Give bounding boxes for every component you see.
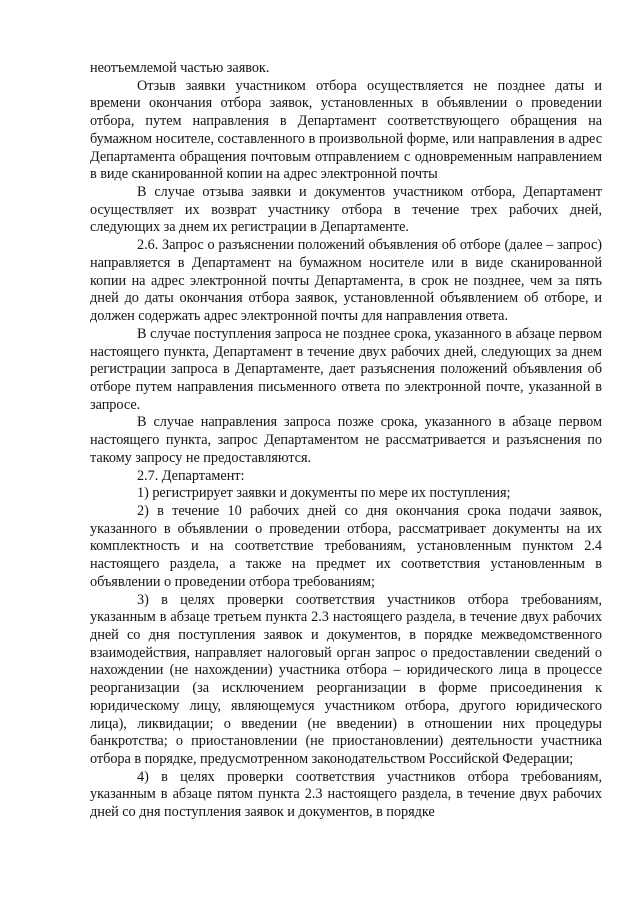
document-page [90,60,602,822]
paragraph: В случае направления запроса позже срока, указанного в абзаце первом настоящего пункта, запрос Департаментом не рассматривается и разъяснения по такому запросу не предоставляются. [90,414,602,466]
paragraph: 2.7. Департамент: [137,467,245,484]
paragraph: 3) в целях проверки соответствия участников отбора требованиям, указанным в абзаце третьем пункта 2.3 настоящего раздела, в течение двух рабочих дней со дня поступления заявок и документов, в порядке межведомственного взаимодействия, направляет налоговый орган запрос о предоставлении сведений о нахождении (не нахождении) участника отбора – юридического лица в процессе реорганизации (за исключением реорганизации в форме присоединения к юридическому лицу, являющемуся участником отбора, другого юридического лица), ликвидации; о введении (не введении) в отношении них процедуры банкротства; о приостановлении (не приостановлении) деятельности участника отбора в порядке, предусмотренном законодательством Российской Федерации; [90,591,602,768]
paragraph: В случае отзыва заявки и документов участником отбора, Департамент осуществляет их возврат участнику отбора в течение трех рабочих дней, следующих за днем их регистрации в Департаменте. [90,184,602,236]
paragraph: В случае поступления запроса не позднее срока, указанного в абзаце первом настоящего пункта, Департамент в течение двух рабочих дней, следующих за днем регистрации запроса в Департаменте, дает разъяснения положений объявления об отборе путем направления письменного ответа по электронной почте, указанной в запросе. [90,325,602,413]
paragraph: Отзыв заявки участником отбора осуществляется не позднее даты и времени окончания отбора заявок, установленных в объявлении о проведении отбора, путем направления в Департамент соответствующего обращения на бумажном носителе, составленного в произвольной форме, или направления в адрес Департамента обращения почтовым отправлением с одновременным направлением в виде сканированной копии на адрес электронной почты [90,77,602,183]
paragraph: 2) в течение 10 рабочих дней со дня окончания срока подачи заявок, указанного в объявлении о проведении отбора, рассматривает документы на их комплектность и на соответствие требованиям, установленным пунктом 2.4 настоящего раздела, а также на предмет их соответствия установленным в объявлении о проведении отбора требованиям; [90,502,602,590]
paragraph: 2.6. Запрос о разъяснении положений объявления об отборе (далее – запрос) направляется в Департамент на бумажном носителе или в виде сканированной копии на адрес электронной почты Департамента, в срок не позднее, чем за пять дней до даты окончания отбора заявок, установленной объявлением об отборе, и должен содержать адрес электронной почты для направления ответа. [90,237,602,325]
paragraph: 4) в целях проверки соответствия участников отбора требованиям, указанным в абзаце пятом пункта 2.3 настоящего раздела, в течение двух рабочих дней со дня поступления заявок и документов, в порядке [90,768,602,821]
paragraph: неотъемлемой частью заявок. [90,60,270,76]
paragraph: 1) регистрирует заявки и документы по мере их поступления; [137,485,511,502]
